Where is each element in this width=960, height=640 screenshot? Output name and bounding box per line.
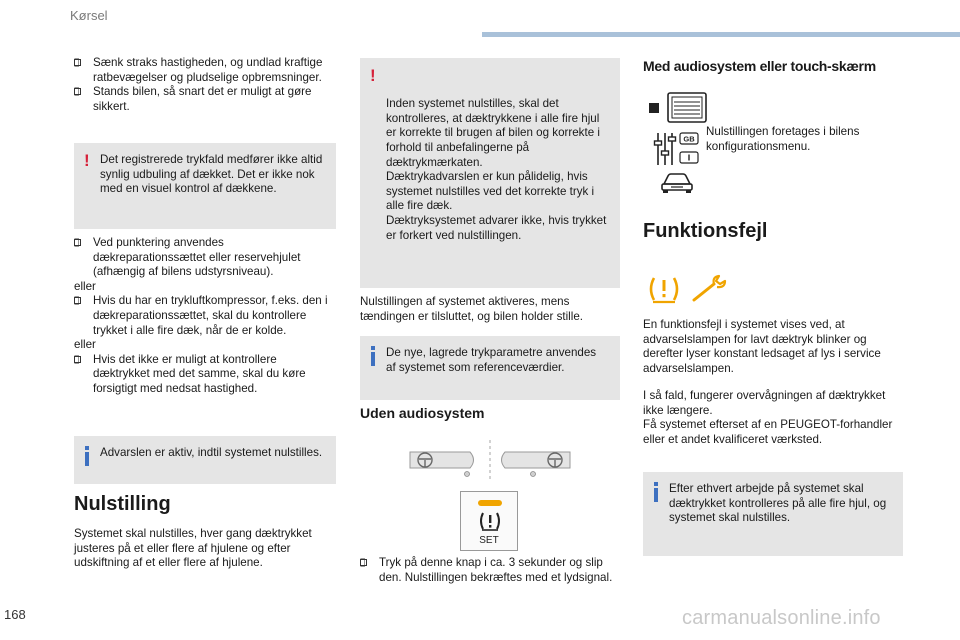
info-box-after-work xyxy=(643,472,903,556)
or-text-1: eller xyxy=(74,279,96,293)
warning-box-before-reset xyxy=(360,58,620,288)
col1-bullets-top xyxy=(74,56,336,114)
info-box-reference-values xyxy=(360,336,620,400)
wrench-amber-icon xyxy=(694,276,725,300)
warning-box-text: Inden systemet nulstilles, skal det kontrolleres, at dæktrykkene i alle fire hjul er korrekte til brugen af bilen og korrekte i forhold til anbefalingerne på dæktrykmærkaten. Dæktrykadvarslen er kun pålidelig, hvis systemet nulstilles ved det korrekte tryk i alle fire dæk. Dæktryksystemet advarer ikke, hvis trykket er forkert ved nulstillingen. xyxy=(386,97,607,242)
menu-text: Nulstillingen foretages i bilens konfigurationsmenu. xyxy=(706,125,860,153)
section-title-nulstilling: Nulstilling xyxy=(74,493,171,515)
info-icon xyxy=(371,346,375,366)
set-button-led xyxy=(478,500,502,506)
or-text-2: eller xyxy=(74,338,96,352)
col1-puncture-list xyxy=(74,236,336,397)
warning-icon: ! xyxy=(84,151,90,170)
bullet-drive-carefully: Hvis det ikke er muligt at kontrollere dæktrykket med det samme, skal du køre forsigtigt med nedsat hastighed. xyxy=(74,353,336,397)
activation-text: Nulstillingen af systemet aktiveres, mens tændingen er tilsluttet, og bilen holder stille. xyxy=(360,295,583,323)
info-icon xyxy=(85,446,89,466)
info-box-text: Advarslen er aktiv, indtil systemet nulstilles. xyxy=(100,446,323,459)
col2-instruction xyxy=(360,556,620,585)
info-icon xyxy=(654,482,658,502)
warning-box-text: Det registrerede trykfald medfører ikke altid synlig udbuling af dækket. Det er ikke nok med en visuel kontrol af dækkene. xyxy=(100,153,323,196)
info-box-text: De nye, lagrede trykparametre anvendes af systemet som referenceværdier. xyxy=(386,346,597,374)
section-title-funktionsfejl: Funktionsfejl xyxy=(643,220,768,242)
bullet-repair-kit: Ved punktering anvendes dækreparationssættet eller reservehjulet (afhængig af bilens udstyrsniveau). xyxy=(74,236,336,280)
info-box-text: Efter ethvert arbejde på systemet skal dæktrykket kontrolleres på alle fire hjul, og systemet skal nulstilles. xyxy=(669,482,887,525)
warning-icon: ! xyxy=(370,66,376,85)
touchscreen-icon xyxy=(643,90,709,126)
header-title: Kørsel xyxy=(70,8,108,23)
fault-text: En funktionsfejl i systemet vises ved, at advarselslampen for lavt dæktryk blinker og derefter lyser konstant ledsaget af lys i service advarselslampen. xyxy=(643,318,881,375)
header-bar xyxy=(482,32,960,37)
subheading-without-audio: Uden audiosystem xyxy=(360,405,485,421)
bullet-stop-car: Stands bilen, så snart det er muligt at gøre sikkert. xyxy=(74,85,336,114)
set-button-label: SET xyxy=(479,535,499,546)
bullet-compressor: Hvis du har en trykluftkompressor, f.eks. den i dækreparationssættet, skal du kontrollere trykket i alle fire dæk, når de er kolde. xyxy=(74,294,336,338)
gb-label: GB xyxy=(683,134,695,144)
warning-box-visual-check xyxy=(74,143,336,229)
fault-text-2: I så fald, fungerer overvågningen af dæktrykket ikke længere. Få systemet efterset af en PEUGEOT-forhandler eller et andet kvalificeret værksted. xyxy=(643,389,893,446)
bullet-slow-down: Sænk straks hastigheden, og undlad kraftige ratbevægelser og pludselige opbremsninger. xyxy=(74,56,336,85)
subheading-with-audio: Med audiosystem eller touch-skærm xyxy=(643,58,876,74)
dash-indicator-right xyxy=(531,472,536,477)
car-icon xyxy=(660,172,694,194)
tpms-amber-icon xyxy=(651,278,677,302)
nulstilling-text: Systemet skal nulstilles, hver gang dæktrykket justeres på et eller flere af hjulene og efter udskiftning af et eller flere af hjulene. xyxy=(74,527,312,570)
page-number: 168 xyxy=(4,607,26,622)
info-box-warning-active xyxy=(74,436,336,484)
fault-warning-icons xyxy=(648,274,732,306)
dashboard-illustration xyxy=(405,438,575,482)
dash-indicator-left xyxy=(465,472,470,477)
bullet-press-set: Tryk på denne knap i ca. 3 sekunder og slip den. Nulstillingen bekræftes med et lydsignal. xyxy=(360,556,620,585)
watermark: carmanualsonline.info xyxy=(682,607,881,629)
set-button[interactable] xyxy=(460,491,518,551)
settings-sliders-icon xyxy=(653,131,701,167)
tpms-warning-icon xyxy=(477,510,503,532)
dash-left-panel xyxy=(410,452,474,468)
